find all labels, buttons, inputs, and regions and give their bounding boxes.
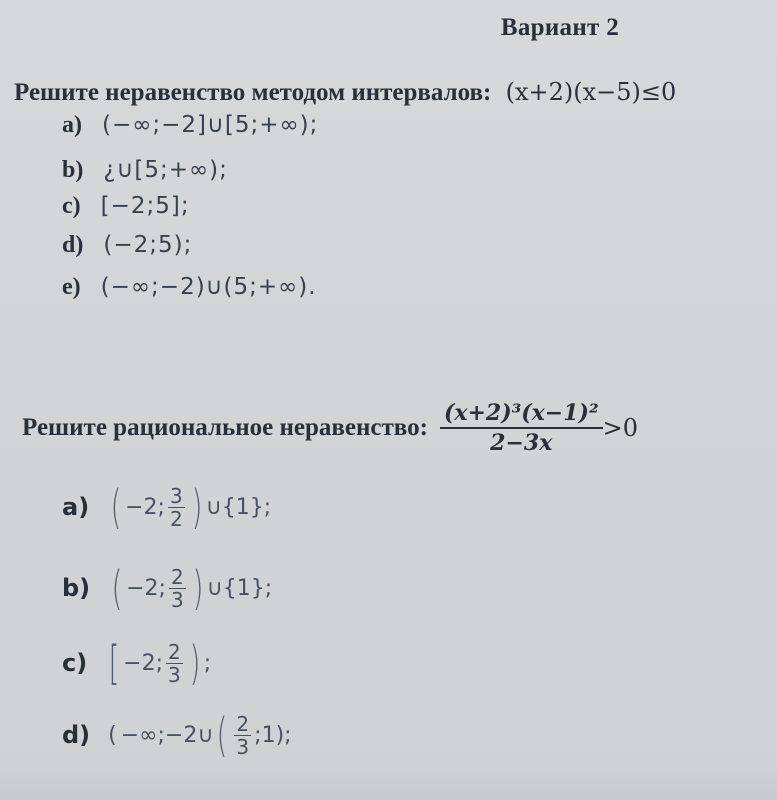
option-pre: −∞;−2∪ <box>120 722 214 748</box>
task1-option-c[interactable] <box>62 193 190 220</box>
page-bottom-edge <box>0 770 777 800</box>
option-text: (−∞;−2)∪(5;+∞). <box>100 274 317 300</box>
fraction-num: 3 <box>169 483 183 508</box>
option-text: (−2;5); <box>103 232 193 258</box>
option-pre: −2; <box>125 494 165 520</box>
task2-option-d[interactable] <box>62 708 292 762</box>
task2-prompt: Решите рациональное неравенство: <box>22 414 428 441</box>
option-post: ; <box>203 650 212 676</box>
option-label: e) <box>62 274 81 300</box>
task2-numerator: (x+2)³(x−1)² <box>440 400 603 429</box>
option-label: d) <box>62 232 84 258</box>
task1-option-e[interactable] <box>62 274 317 301</box>
open-paren: ( <box>111 561 123 615</box>
fraction-den: 3 <box>168 662 181 687</box>
option-label: b) <box>62 574 91 602</box>
fraction-num: 2 <box>168 639 181 664</box>
task1-prompt-line <box>14 78 676 107</box>
task2-fraction <box>440 400 603 456</box>
close-paren: ) <box>191 480 203 534</box>
task1-option-a[interactable] <box>62 112 318 139</box>
option-fraction <box>169 566 186 611</box>
option-fraction <box>166 641 183 686</box>
option-post: ∪{1}; <box>205 494 272 520</box>
open-paren: ( <box>108 722 117 748</box>
option-text: [−2;5]; <box>100 193 190 219</box>
fraction-den: 3 <box>170 587 184 612</box>
task1-prompt: Решите неравенство методом интервалов: <box>14 79 492 106</box>
option-text: (−∞;−2]∪[5;+∞); <box>102 112 319 138</box>
task1-option-d[interactable] <box>62 232 192 259</box>
task1-option-b[interactable] <box>62 157 228 184</box>
task2-option-b[interactable] <box>62 561 273 615</box>
variant-title: Вариант 2 <box>500 14 619 41</box>
option-label: b) <box>62 157 84 183</box>
task2-option-c[interactable] <box>62 636 212 690</box>
open-paren: ( <box>217 708 228 762</box>
close-paren: ) <box>192 561 204 615</box>
fraction-den: 3 <box>236 734 250 759</box>
task2-option-a[interactable] <box>62 480 272 534</box>
task2-prompt-line <box>22 400 638 456</box>
option-label: a) <box>62 493 90 521</box>
option-label: c) <box>62 193 81 219</box>
open-paren: ( <box>110 480 122 534</box>
task2-denominator: 2−3x <box>490 430 553 456</box>
option-pre: −2; <box>126 575 166 601</box>
option-post: ;1); <box>254 722 292 748</box>
option-post: ∪{1}; <box>206 575 273 601</box>
task2-relation: >0 <box>602 414 638 442</box>
option-label: a) <box>62 112 82 138</box>
task1-expression: (x+2)(x−5)≤0 <box>505 78 677 106</box>
option-label: c) <box>62 649 88 677</box>
fraction-den: 2 <box>169 506 183 531</box>
close-paren: ) <box>189 636 201 690</box>
option-pre: −2; <box>123 650 163 676</box>
fraction-num: 2 <box>170 564 184 589</box>
open-bracket: [ <box>108 636 120 690</box>
option-fraction <box>168 485 185 530</box>
option-label: d) <box>62 721 91 749</box>
fraction-num: 2 <box>236 711 250 736</box>
option-text: ¿∪[5;+∞); <box>103 157 228 183</box>
option-fraction <box>234 713 251 758</box>
